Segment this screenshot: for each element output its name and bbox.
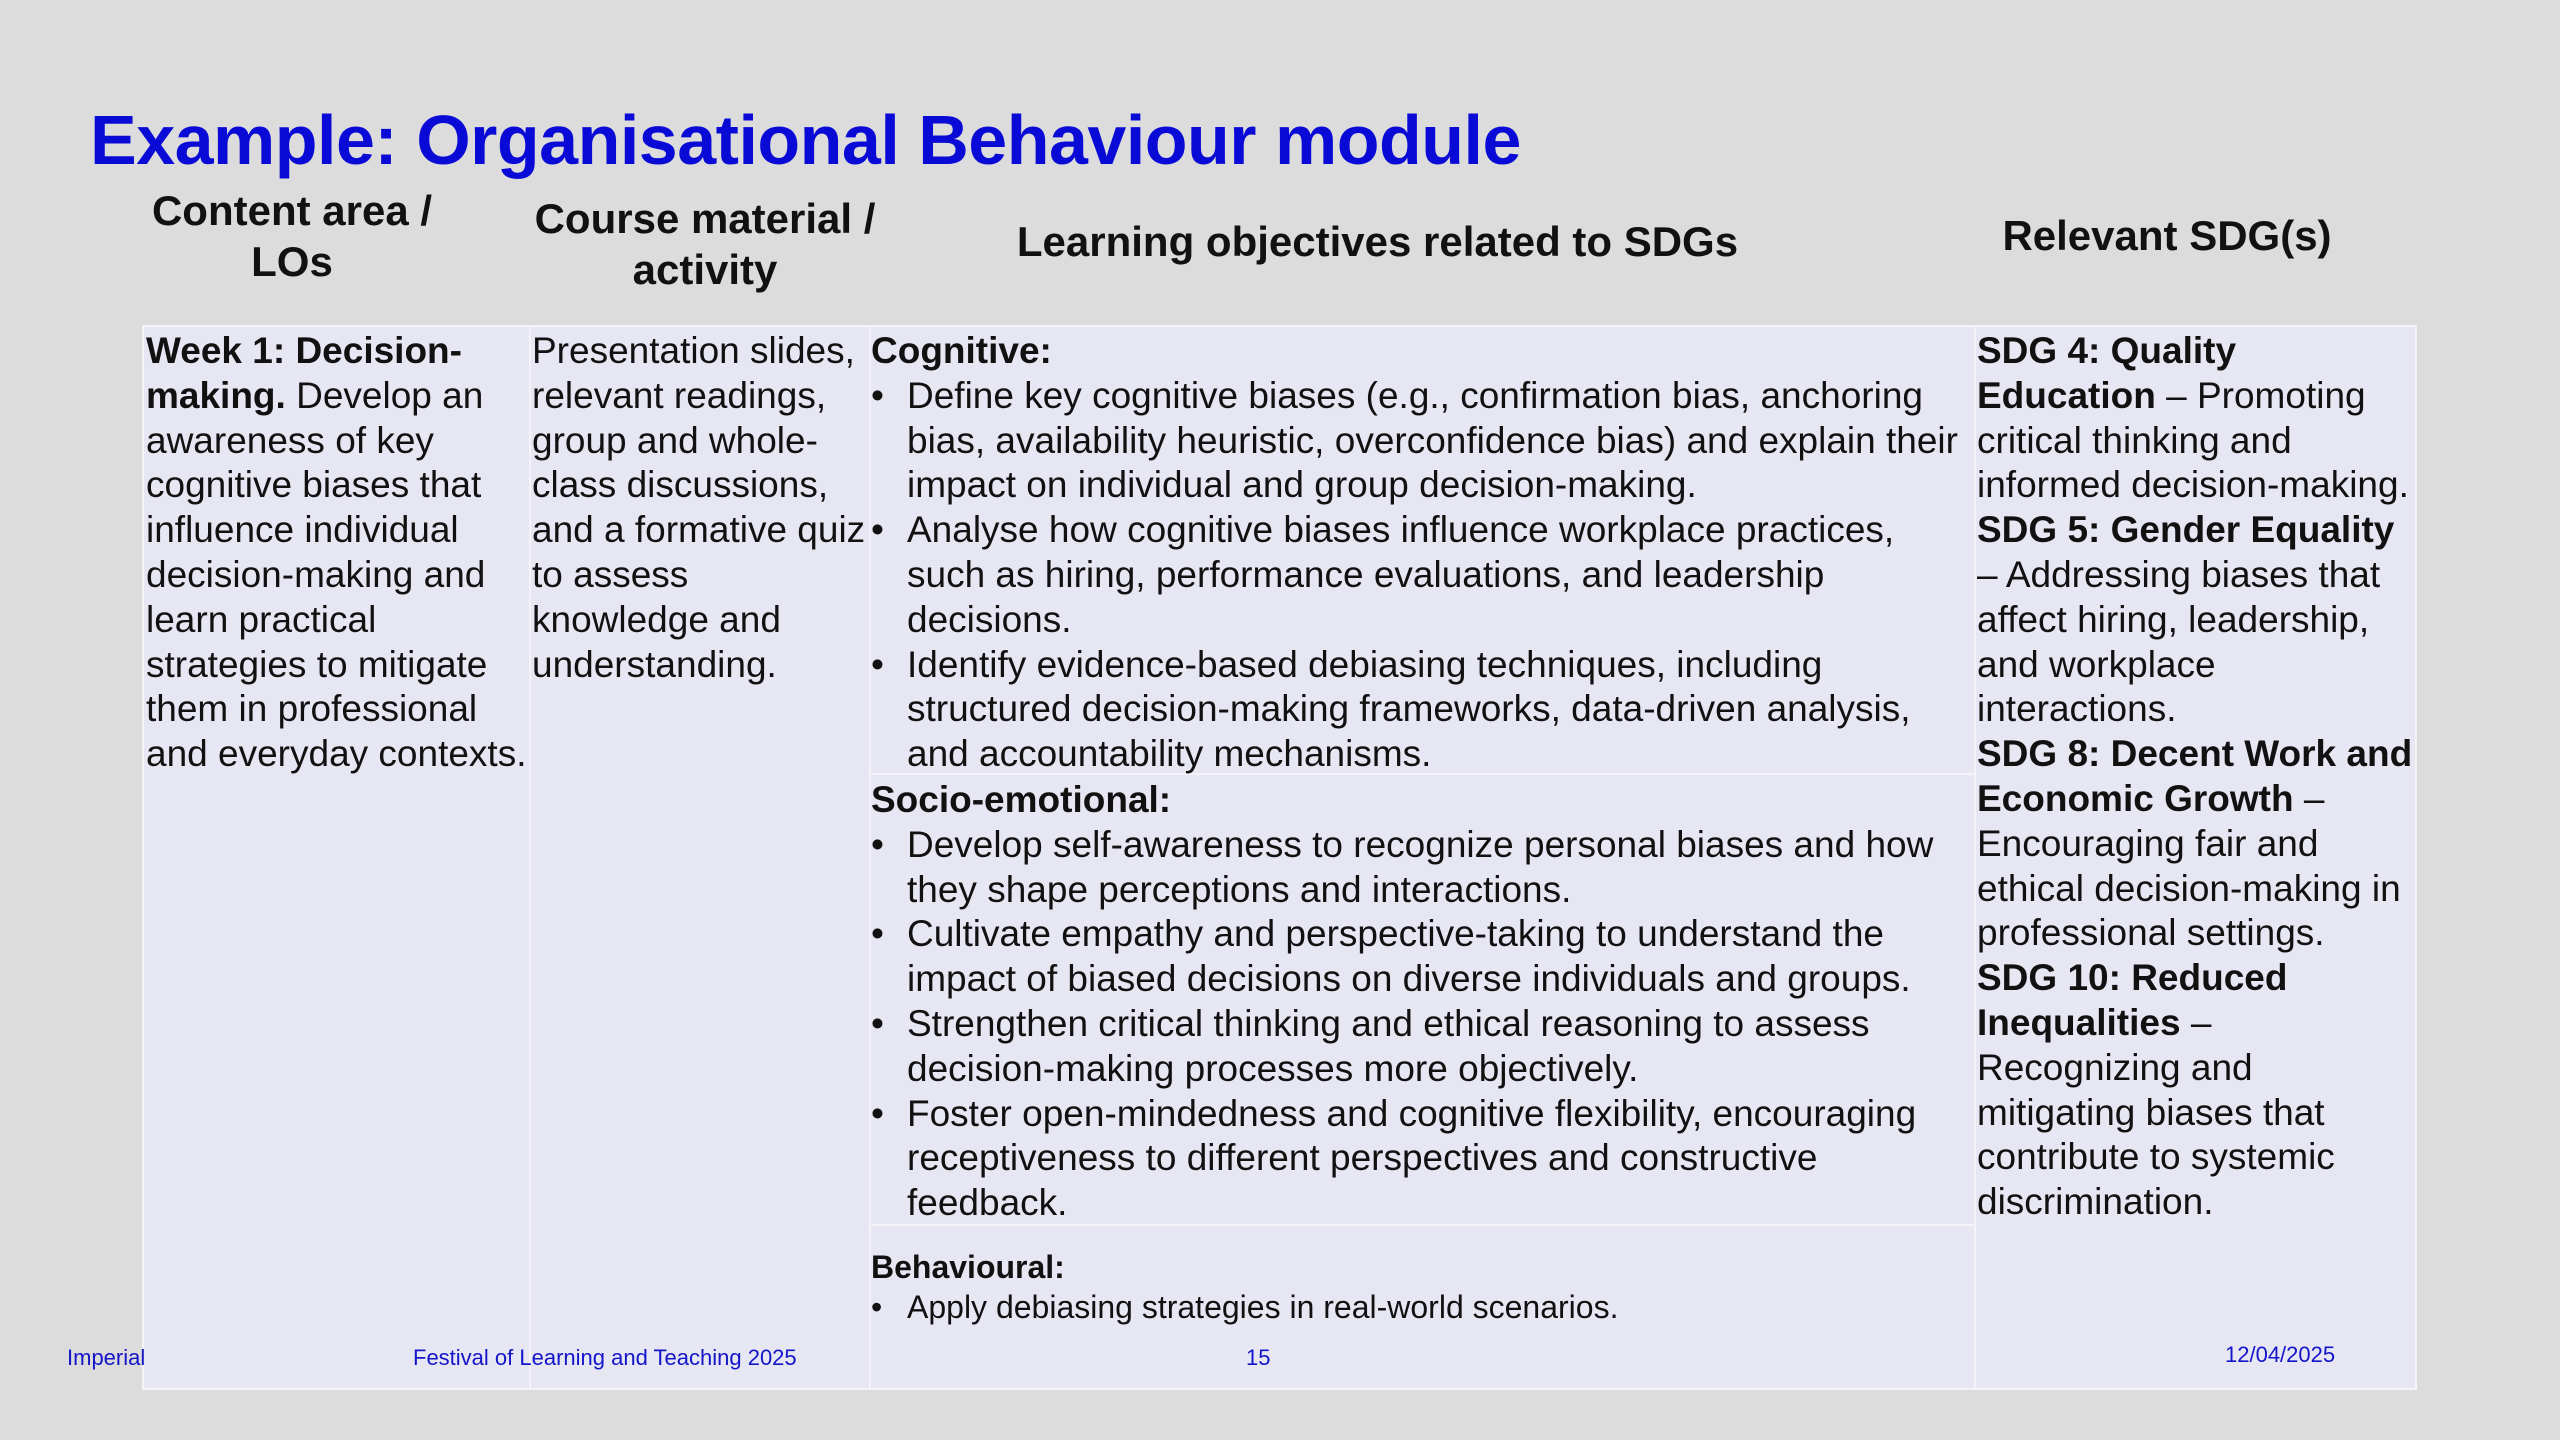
cognitive-objectives-cell [871, 329, 1974, 777]
socio-emotional-heading: Socio-emotional: [871, 779, 1172, 820]
list-item: • Develop self-awareness to recognize personal biases and how they shape perceptions and interactions. [871, 823, 1961, 913]
header-course-material-line1: Course material / [534, 195, 876, 242]
module-table [142, 325, 2417, 1390]
sdg-item-description: – Encouraging fair and ethical decision-making in professional settings. [1977, 777, 2401, 954]
behavioural-objectives-cell [871, 1247, 1961, 1327]
course-material-text: Presentation slides, relevant readings, group and whole-class discussions, and a formative quiz to assess knowledge and understanding. [532, 330, 866, 685]
slide-title: Example: Organisational Behaviour module [90, 101, 1521, 179]
socio-emotional-list [871, 823, 1961, 1226]
list-item: • Identify evidence-based debiasing techniques, including structured decision-making frameworks, data-driven analysis, and accountability mechanisms. [871, 643, 1974, 777]
sdg-item-description: – Addressing biases that affect hiring, leadership, and workplace interactions. [1977, 553, 2381, 730]
sdg-item-title: SDG 5: Gender Equality [1977, 509, 2395, 551]
behavioural-list [871, 1287, 1961, 1327]
header-content-area-line1: Content area / [151, 187, 433, 234]
course-material-cell [532, 329, 872, 687]
sdg-item-10 [1977, 956, 2417, 1225]
sdg-item-title: SDG 10: Reduced Inequalities [1977, 957, 2288, 1043]
header-content-area [142, 185, 442, 287]
content-area-description: Develop an awareness of key cognitive biases that influence individual decision-making and learn practical strategies to mitigate them in professional and everyday contexts. [146, 374, 527, 775]
header-content-area-line2: LOs [251, 238, 333, 285]
list-item: • Cultivate empathy and perspective-taking to understand the impact of biased decisions on diverse individuals and groups. [871, 912, 1961, 1002]
list-item: • Define key cognitive biases (e.g., confirmation bias, anchoring bias, availability heuristic, overconfidence bias) and explain their impact on individual and group decision-making. [871, 374, 1974, 508]
sdg-item-5 [1977, 508, 2417, 732]
cognitive-list [871, 374, 1974, 777]
column-divider [529, 327, 531, 1388]
content-area-cell [146, 329, 529, 777]
footer-left: Imperial [67, 1345, 146, 1370]
behavioural-heading: Behavioural: [871, 1249, 1065, 1285]
cognitive-heading: Cognitive: [871, 330, 1052, 371]
sdg-cell [1977, 329, 2417, 1225]
sdg-item-8 [1977, 732, 2417, 956]
sdg-item-title: SDG 4: Quality Education [1977, 330, 2237, 416]
header-course-material [515, 193, 895, 295]
sdg-item-description: – Promoting critical thinking and informed decision-making. [1977, 374, 2409, 506]
footer-page-number: 15 [1246, 1345, 1271, 1370]
column-divider [1974, 327, 1976, 1388]
header-course-material-line2: activity [632, 246, 778, 293]
content-area-week-title: Week 1: Decision-making. [146, 330, 462, 416]
sdg-item-4 [1977, 329, 2417, 508]
sdg-item-description: – Recognizing and mitigating biases that contribute to systemic discrimination. [1977, 1001, 2335, 1223]
header-learning-objectives: Learning objectives related to SDGs [1016, 218, 1739, 265]
list-item: • Analyse how cognitive biases influence workplace practices, such as hiring, performance evaluations, and leadership decisions. [871, 508, 1974, 642]
list-item: • Strengthen critical thinking and ethical reasoning to assess decision-making processes more objectively. [871, 1002, 1961, 1092]
list-item: • Foster open-mindedness and cognitive flexibility, encouraging receptiveness to different perspectives and constructive feedback. [871, 1092, 1961, 1226]
footer-center: Festival of Learning and Teaching 2025 [413, 1345, 797, 1370]
sdg-item-title: SDG 8: Decent Work and Economic Growth [1977, 733, 2413, 819]
footer-date: 12/04/2025 [2225, 1342, 2336, 1367]
socio-emotional-objectives-cell [871, 778, 1961, 1226]
list-item: • Apply debiasing strategies in real-world scenarios. [871, 1287, 1961, 1327]
header-relevant-sdgs: Relevant SDG(s) [2002, 212, 2332, 259]
